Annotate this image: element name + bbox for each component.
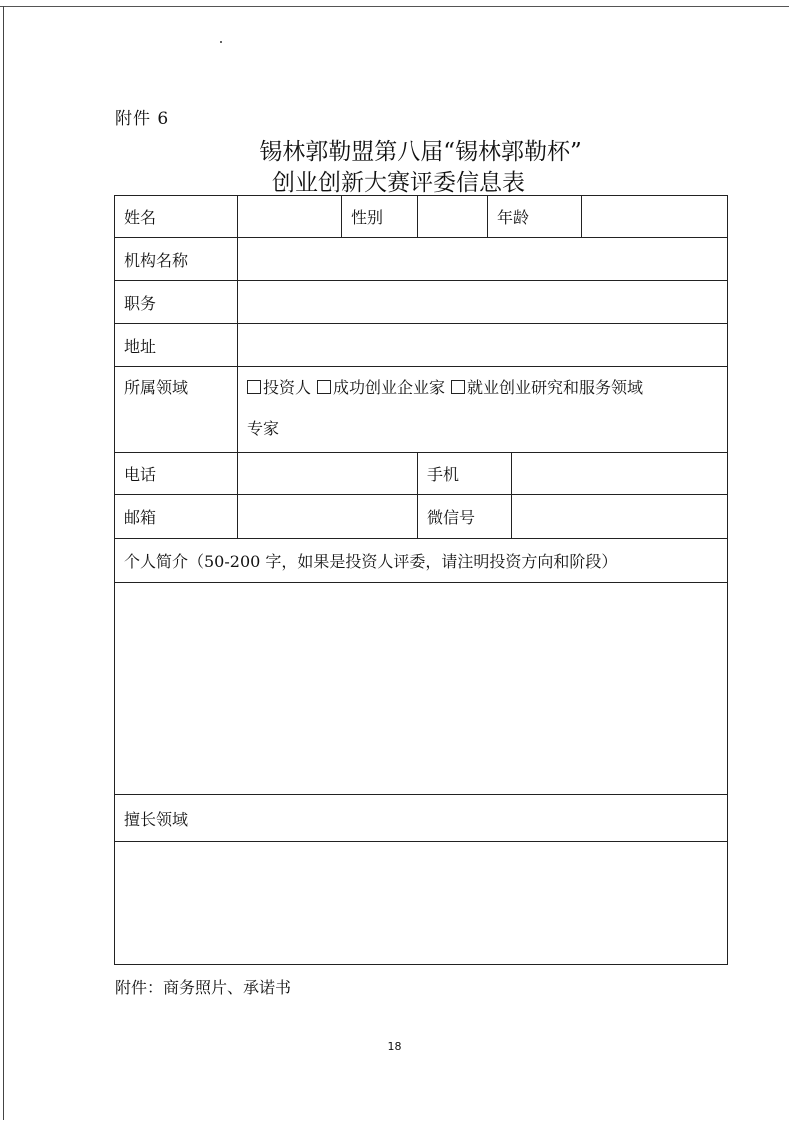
document-title-line2: 创业创新大赛评委信息表: [272, 170, 525, 196]
position-field[interactable]: [238, 281, 727, 323]
scan-speck: [220, 41, 222, 43]
position-label: 职务: [115, 281, 238, 323]
field-options: [238, 367, 727, 452]
bio-field[interactable]: [115, 583, 727, 794]
mobile-field[interactable]: [512, 453, 727, 494]
document-title-line1: 锡林郭勒盟第八届“锡林郭勒杯”: [259, 139, 582, 165]
wechat-field[interactable]: [512, 495, 727, 538]
email-label: 邮箱: [115, 495, 238, 538]
row-expertise-label: [115, 795, 727, 842]
field-option-expert[interactable]: [451, 378, 643, 397]
attachments-note: 附件：商务照片、承诺书: [115, 978, 292, 997]
field-option-entrepreneur[interactable]: [317, 378, 445, 397]
org-label: 机构名称: [115, 238, 238, 280]
field-option-expert-tail: 专家: [247, 419, 280, 438]
checkbox-expert[interactable]: [451, 380, 465, 394]
phone-field[interactable]: [238, 453, 418, 494]
email-field[interactable]: [238, 495, 418, 538]
name-field[interactable]: [238, 196, 342, 237]
checkbox-investor[interactable]: [247, 380, 261, 394]
page-number: 18: [387, 1040, 402, 1053]
row-bio-label: [115, 539, 727, 583]
row-phone: [115, 453, 727, 495]
age-label: 年龄: [488, 196, 582, 237]
row-name-gender-age: [115, 196, 727, 238]
name-label: 姓名: [115, 196, 238, 237]
bio-label: 个人简介（50-200 字，如果是投资人评委，请注明投资方向和阶段）: [124, 552, 618, 571]
address-field[interactable]: [238, 324, 727, 366]
attachment-label: 附件 6: [115, 109, 170, 129]
org-field[interactable]: [238, 238, 727, 280]
scan-edge-top: [0, 6, 789, 7]
row-position: [115, 281, 727, 324]
phone-label: 电话: [115, 453, 238, 494]
address-label: 地址: [115, 324, 238, 366]
row-field: [115, 367, 727, 453]
row-address: [115, 324, 727, 367]
expertise-label: 擅长领域: [124, 809, 189, 829]
judge-info-form: [114, 195, 728, 965]
field-option-investor-label: 投资人: [263, 378, 312, 397]
gender-field[interactable]: [418, 196, 488, 237]
field-option-expert-label: 就业创业研究和服务领域: [467, 378, 644, 397]
row-email: [115, 495, 727, 539]
expertise-field[interactable]: [115, 842, 727, 964]
row-bio-content: [115, 583, 727, 795]
mobile-label: 手机: [418, 453, 512, 494]
age-field[interactable]: [582, 196, 727, 237]
row-expertise-content: [115, 842, 727, 964]
wechat-label: 微信号: [418, 495, 512, 538]
gender-label: 性别: [342, 196, 418, 237]
checkbox-entrepreneur[interactable]: [317, 380, 331, 394]
field-label: 所属领域: [115, 367, 238, 452]
field-option-investor[interactable]: [247, 378, 311, 397]
field-option-entrepreneur-label: 成功创业企业家: [333, 378, 446, 397]
row-organization: [115, 238, 727, 281]
